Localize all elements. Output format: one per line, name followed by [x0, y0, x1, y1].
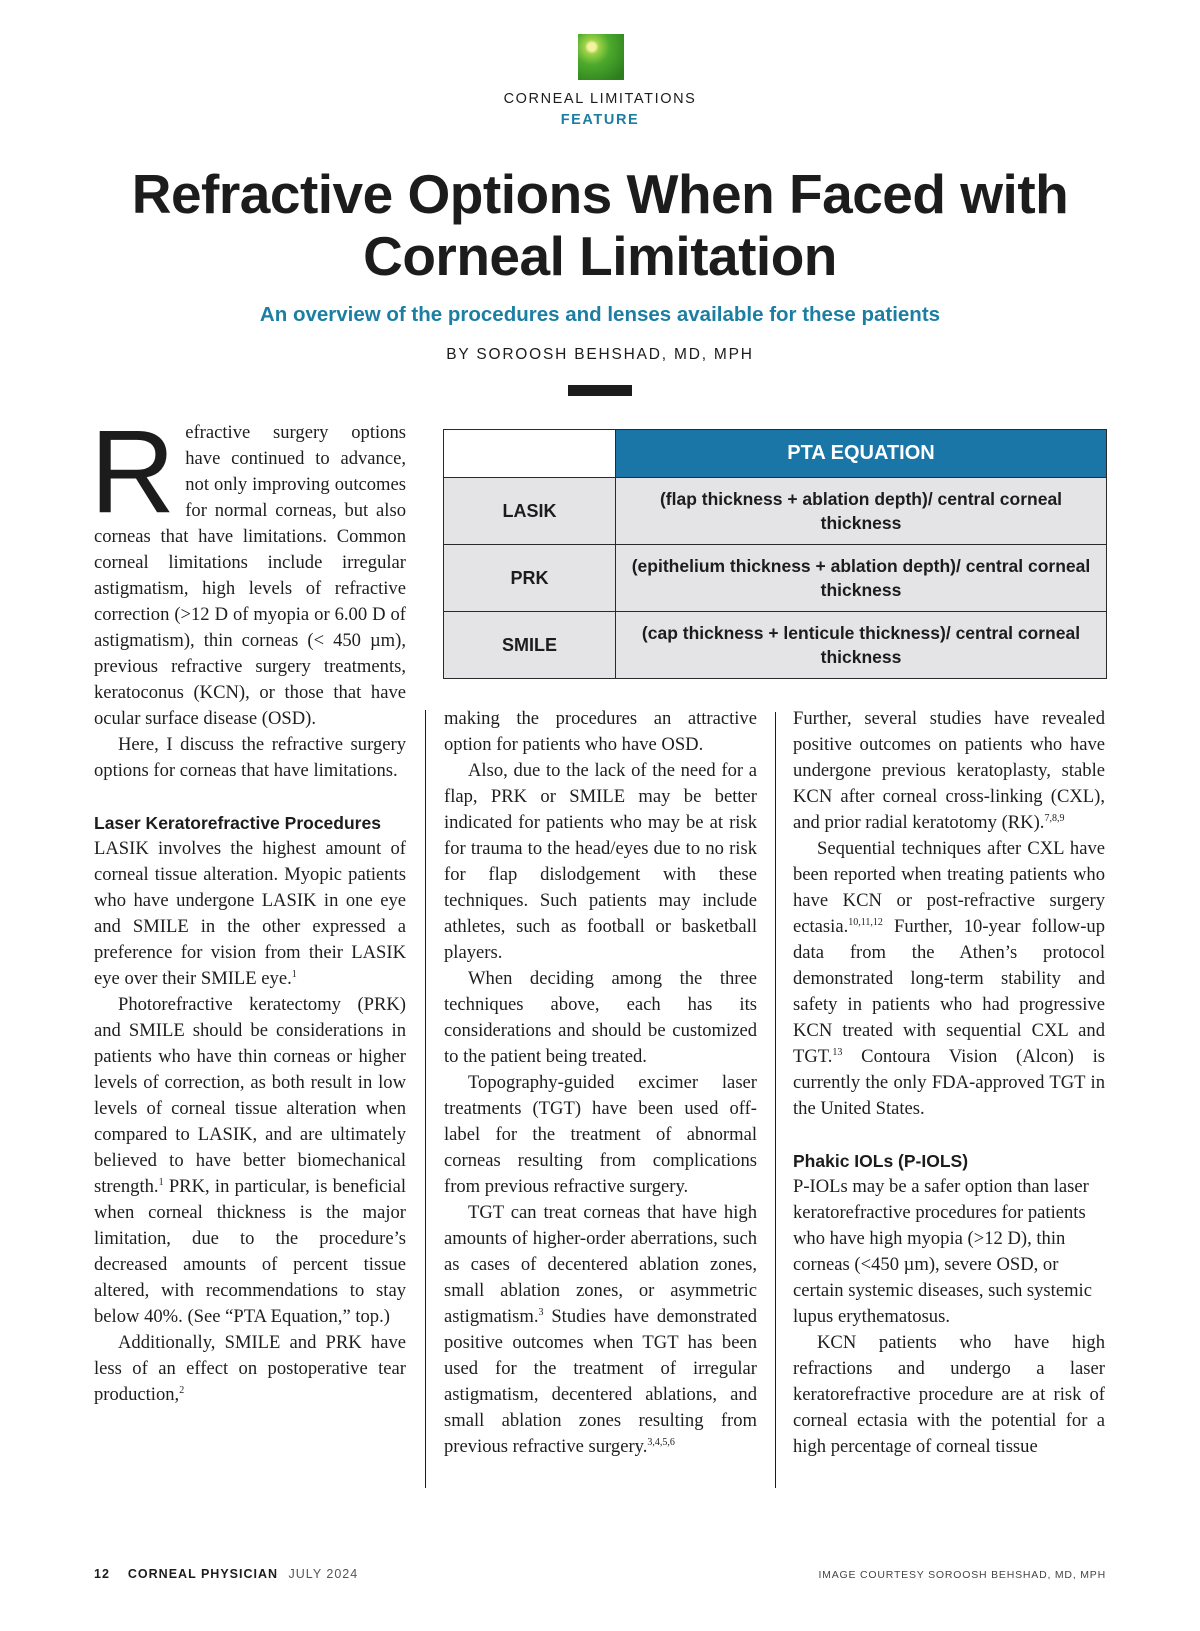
- image-credit: IMAGE COURTESY SOROOSH BEHSHAD, MD, MPH: [818, 1569, 1106, 1581]
- paragraph: TGT can treat corneas that have high amounts of higher-order aberrations, such as cases of decentered ablation zones, small ablation zones, or asymmetric astigmatism.$^3$ Studies have demonstrated positive outcomes when TGT has been used for the treatment of irregular astigmatism, decentered ablations, and small ablation zones resulting from previous refractive surgery.$^{3,4,5,6}$: [444, 1202, 757, 1457]
- reference-marker: 7,8,9: [1044, 813, 1065, 824]
- pta-equation-table: [443, 429, 1107, 679]
- paragraph: P-IOLs may be a safer option than laser keratorefractive procedures for patients who have high myopia (>12 D), thin corneas (<450 µm), severe OSD, or certain systemic diseases, such systemic lupus erythematosus.: [793, 1176, 1092, 1327]
- paragraph-continued: Further, several studies have revealed positive outcomes on patients who have undergone previous keratoplasty, stable KCN after corneal cross-linking (CXL), and prior radial keratotomy (RK).$^{7,8,9}$: [793, 708, 1105, 833]
- reference-marker: 1: [291, 969, 297, 980]
- paragraph: KCN patients who have high refractions and undergo a laser keratorefractive procedure are at risk of corneal ectasia with the potential for a high percentage of corneal tissue: [793, 1332, 1105, 1457]
- reference-marker: 2: [179, 1385, 185, 1396]
- article-type-label: FEATURE: [560, 112, 640, 128]
- equation-cell: (epithelium thickness + ablation depth)/ central corneal thickness: [616, 545, 1107, 612]
- page-number: 12: [94, 1567, 110, 1581]
- page-footer: [94, 1567, 358, 1581]
- section-label: CORNEAL LIMITATIONS: [503, 91, 697, 107]
- paragraph-continued: making the procedures an attractive option for patients who have OSD.: [444, 708, 757, 755]
- paragraph: Sequential techniques after CXL have been reported when treating patients who have KCN or post-refractive surgery ectasia.$^{10,11,12}$ Further, 10-year follow-up data from the Athen’s protocol demonstrated long-term stability and safety in patients who had progressive KCN treated with sequential CXL and TGT.$^{13}$ Contoura Vision (Alcon) is currently the only FDA-approved TGT in the United States.: [793, 838, 1105, 1119]
- drop-cap: R: [90, 406, 176, 538]
- reference-marker: 10,11,12: [848, 917, 883, 928]
- article-subtitle: An overview of the procedures and lenses available for these patients: [259, 303, 941, 326]
- byline: BY SOROOSH BEHSHAD, MD, MPH: [446, 346, 754, 363]
- column-2: [444, 706, 757, 1460]
- column-1: [90, 406, 406, 1408]
- paragraph: Here, I discuss the refractive surgery options for corneas that have limitations.: [94, 734, 406, 781]
- paragraph: When deciding among the three techniques above, each has its considerations and should be customized to the patient being treated.: [444, 968, 757, 1067]
- issue-date: JULY 2024: [288, 1567, 359, 1581]
- table-row: [444, 545, 1107, 612]
- procedure-cell: SMILE: [444, 612, 616, 679]
- reference-marker: 1: [158, 1177, 164, 1188]
- title-divider: [568, 385, 632, 396]
- section-heading: Phakic IOLs (P-IOLS): [793, 1151, 969, 1171]
- procedure-cell: PRK: [444, 545, 616, 612]
- column-divider: [775, 712, 776, 1488]
- section-heading: Laser Keratorefractive Procedures: [94, 813, 381, 833]
- table-row: [444, 478, 1107, 545]
- paragraph: Topography-guided excimer laser treatments (TGT) have been used off-label for the treatment of abnormal corneas resulting from complications from previous refractive surgery.: [444, 1072, 757, 1197]
- feature-thumbnail-image: [578, 34, 624, 80]
- paragraph: Also, due to the lack of the need for a flap, PRK or SMILE may be better indicated for patients who may be at risk for trauma to the head/eyes due to no risk for flap dislodgement with these techniques. Such patients may include athletes, such as football or basketball players.: [444, 760, 757, 963]
- reference-marker: 3: [538, 1307, 544, 1318]
- equation-cell: (cap thickness + lenticule thickness)/ central corneal thickness: [616, 612, 1107, 679]
- table-row: [444, 612, 1107, 679]
- intro-paragraph: Refractive surgery options have continued to advance, not only improving outcomes for normal corneas, but also corneas that have limitations. Common corneal limitations include irregular astigmatism, high levels of refractive correction (>12 D of myopia or 6.00 D of astigmatism), thin corneas (< 450 µm), previous refractive surgery treatments, keratoconus (KCN), or those that have ocular surface disease (OSD).: [90, 406, 406, 729]
- article-title: Refractive Options When Faced with Corneal Limitation: [131, 163, 1069, 287]
- paragraph: Photorefractive keratectomy (PRK) and SMILE should be considerations in patients who have thin corneas or higher levels of correction, as both result in low levels of corneal tissue alteration when compared to LASIK, and are ultimately believed to have better biomechanical strength.$^1$ PRK, in particular, is beneficial when corneal thickness is the major limitation, due to the procedure’s decreased amounts of percent tissue altered, with recommendations to stay below 40%. (See “PTA Equation,” top.): [94, 994, 406, 1327]
- magazine-name: CORNEAL PHYSICIAN: [127, 1567, 279, 1581]
- procedure-cell: LASIK: [444, 478, 616, 545]
- column-divider: [425, 710, 426, 1488]
- table-corner-cell: [444, 430, 616, 478]
- reference-marker: 3,4,5,6: [647, 1437, 675, 1448]
- table-header: PTA EQUATION: [616, 430, 1107, 478]
- column-3: [793, 706, 1105, 1460]
- paragraph: LASIK involves the highest amount of corneal tissue alteration. Myopic patients who have undergone LASIK in one eye and SMILE in the other expressed a preference for vision from their LASIK eye over their SMILE eye.$^1$: [94, 838, 406, 989]
- reference-marker: 13: [832, 1047, 843, 1058]
- paragraph: Additionally, SMILE and PRK have less of an effect on postoperative tear production,$^2$: [94, 1332, 406, 1405]
- equation-cell: (flap thickness + ablation depth)/ central corneal thickness: [616, 478, 1107, 545]
